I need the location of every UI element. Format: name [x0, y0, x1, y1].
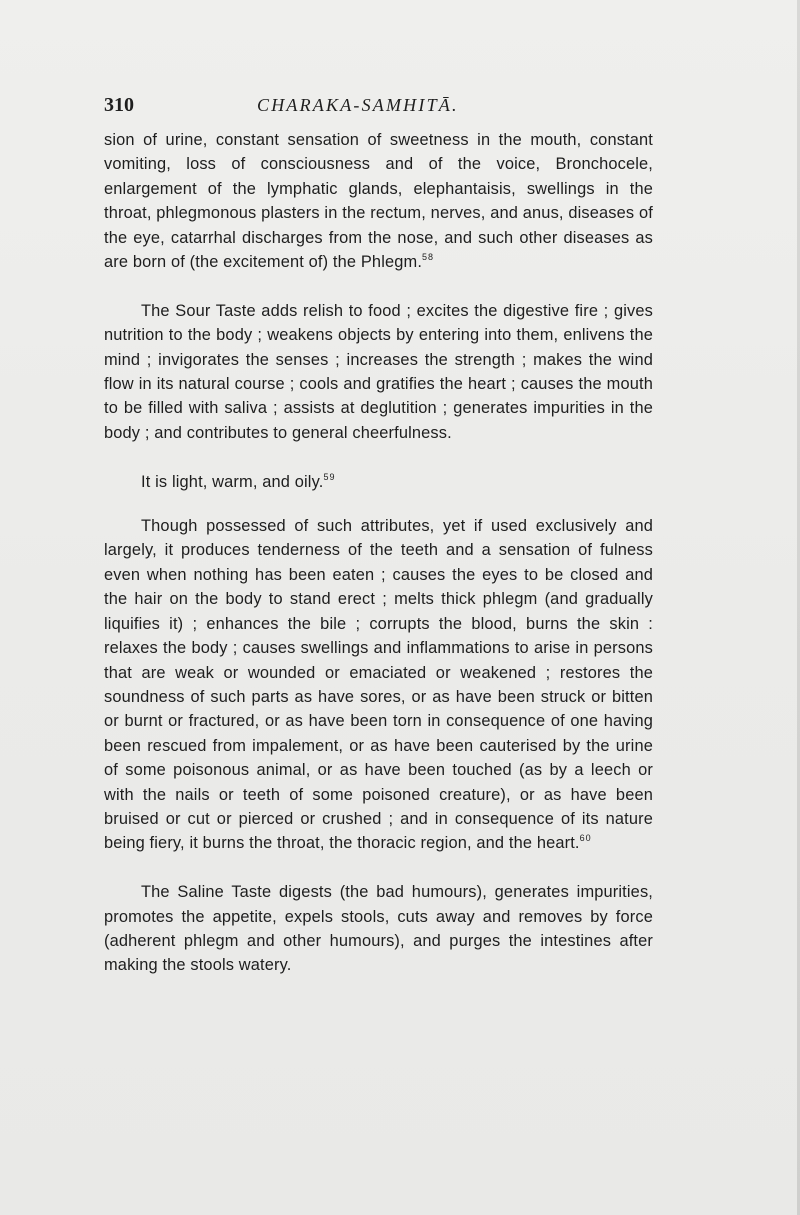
page-body: [104, 128, 653, 978]
footnote-marker: 58: [422, 252, 435, 263]
running-title: CHARAKA-SAMHITĀ.: [257, 95, 459, 115]
paragraph-text: The Sour Taste adds relish to food ; excites the digestive fire ; gives nutrition to the body ; weakens objects by entering into them, enlivens the mind ; invigorates the senses ; increases the strength ; makes the wind flow in its natural course ; cools and gratifies the heart ; causes the mouth to be filled with saliva ; assists at deglutition ; generates impurities in the body ; and contributes to general cheerfulness.: [104, 301, 653, 442]
footnote-marker: 59: [323, 471, 336, 482]
paragraph-text: Though possessed of such attributes, yet if used exclusively and largely, it produces tenderness of the teeth and a sensation of fulness even when nothing has been eaten ; causes the eyes to be closed and the hair on the body to stand erect ; melts thick phlegm (and gradually liquifies it) ; enhances the bile ; corrupts the blood, burns the skin : relaxes the body ; causes swellings and inflammations to arise in persons that are weak or wounded or emaciated or weakened ; restores the soundness of such parts as have sores, or as have been struck or bitten or burnt or fractured, or as have been torn in consequence of one having been rescued from impalement, or as have been cauterised by the urine of some poisonous animal, or as have been touched (as by a leech or with the nails or teeth of some poisoned creature), or as have been bruised or cut or pierced or crushed ; and in consequence of its nature being fiery, it burns the throat, the thoracic region, and the heart.: [104, 517, 653, 853]
footnote-marker: 60: [579, 833, 592, 844]
paragraph-sour-excess: [104, 514, 653, 856]
paragraph-saline-taste: [104, 880, 653, 978]
page-header: [104, 94, 664, 120]
paragraph-continuation: [104, 128, 653, 274]
page-number: 310: [104, 94, 134, 116]
paragraph-text: The Saline Taste digests (the bad humours), generates impurities, promotes the appetite, expels stools, cuts away and removes by force (adherent phlegm and other humours), and purges the intestines after making the stools watery.: [104, 883, 653, 975]
paragraph-sour-properties: [104, 470, 653, 494]
paragraph-sour-taste: [104, 299, 653, 445]
paragraph-text: It is light, warm, and oily.: [141, 472, 324, 491]
paragraph-text: sion of urine, constant sensation of sweetness in the mouth, constant vomiting, loss of consciousness and of the voice, Bronchocele, enlargement of the lymphatic glands, elephantaisis, swellings in the throat, phlegmonous plasters in the rectum, nerves, and anus, diseases of the eye, catarrhal discharges from the nose, and such other diseases as are born of (the excitement of) the Phlegm.: [104, 131, 653, 272]
